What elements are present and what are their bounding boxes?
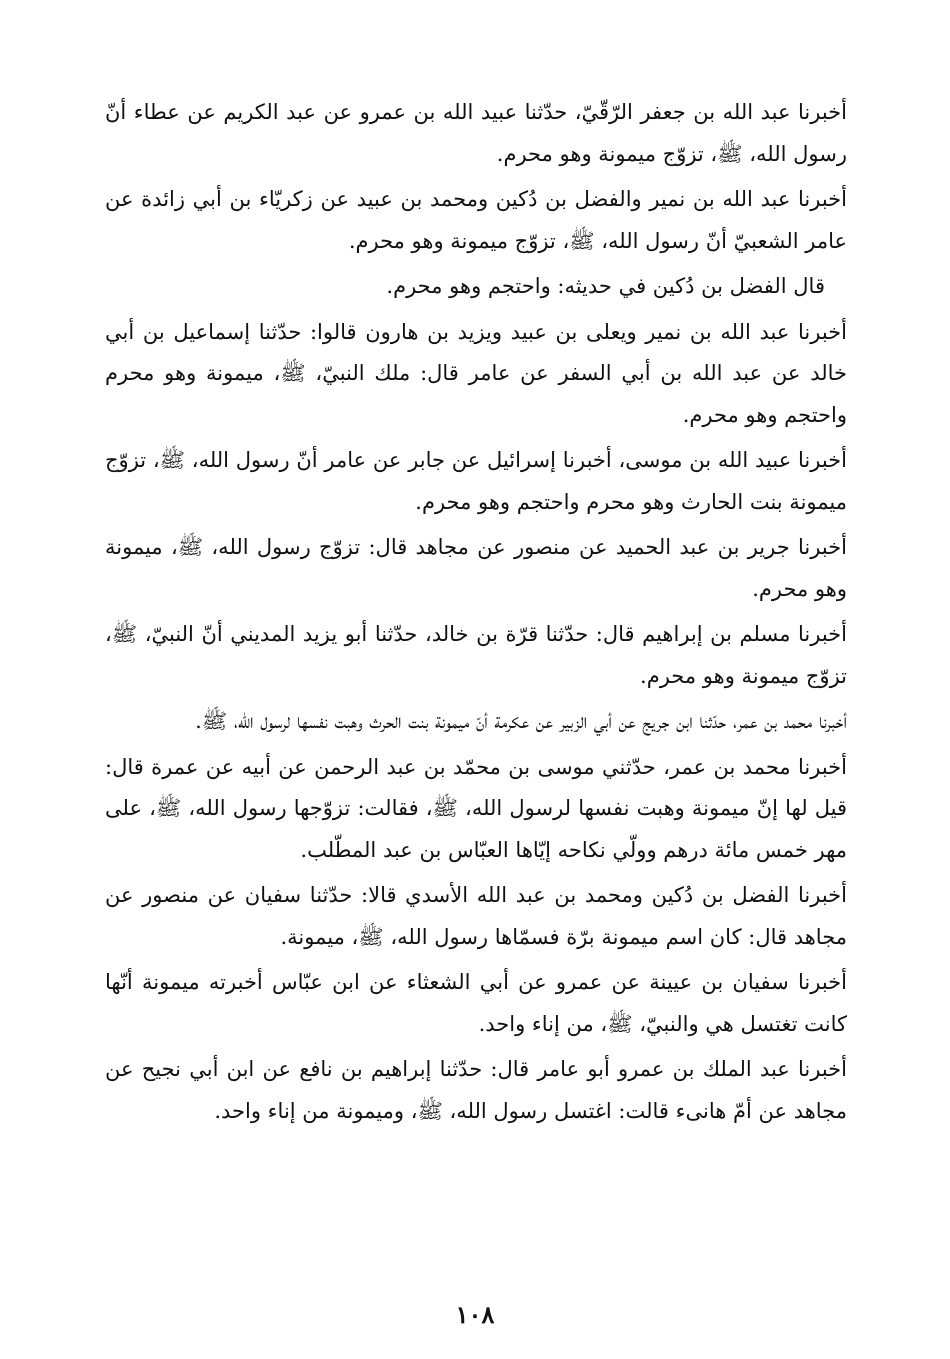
paragraph-1: أخبرنا عبد الله بن جعفر الرّقّيّ، حدّثنا عبيد الله بن عمرو عن عبد الكريم عن عطاء أنّ رسول الله، ﷺ، تزوّج ميمونة وهو محرم.	[105, 100, 847, 166]
paragraph-12: أخبرنا عبد الملك بن عمرو أبو عامر قال: حدّثنا إبراهيم بن نافع عن ابن أبي نجيح عن مجاهد عن أمّ هانىء قالت: اغتسل رسول الله، ﷺ، وميمونة من إناء واحد.	[105, 1057, 847, 1123]
paragraph-4: أخبرنا عبد الله بن نمير ويعلى بن عبيد ويزيد بن هارون قالوا: حدّثنا إسماعيل بن أبي خالد عن عبد الله بن أبي السفر عن عامر قال: ملك النبيّ، ﷺ، ميمونة وهو محرم واحتجم وهو محرم.	[105, 319, 847, 427]
paragraph-5: أخبرنا عبيد الله بن موسى، أخبرنا إسرائيل عن جابر عن عامر أنّ رسول الله، ﷺ، تزوّج ميمونة بنت الحارث وهو محرم واحتجم وهو محرم.	[105, 448, 847, 514]
paragraph-9: أخبرنا محمد بن عمر، حدّثني موسى بن محمّد بن عبد الرحمن عن أبيه عن عمرة قال: قيل لها إنّ ميمونة وهبت نفسها لرسول الله، ﷺ، فقالت: تزوّجها رسول الله، ﷺ، على مهر خمس مائة درهم وولّي نكاحه إيّاها العبّاس بن عبد المطّلب.	[105, 754, 847, 862]
paragraph-8: أخبرنا محمد بن عمر، حدّثنا ابن جريج عن أبي الزبير عن عكرمة أنّ ميمونة بنت الحرث وهبت نفسها لرسول الله، ﷺ.	[195, 709, 847, 733]
page-body	[105, 92, 847, 1132]
paragraph-2: أخبرنا عبد الله بن نمير والفضل بن دُكين ومحمد بن عبيد عن زكريّاء بن أبي زائدة عن عامر الشعبيّ أنّ رسول الله، ﷺ، تزوّج ميمونة وهو محرم.	[105, 187, 847, 253]
paragraph-7: أخبرنا مسلم بن إبراهيم قال: حدّثنا قرّة بن خالد، حدّثنا أبو يزيد المديني أنّ النبيّ، ﷺ، تزوّج ميمونة وهو محرم.	[105, 622, 847, 688]
paragraph-6: أخبرنا جرير بن عبد الحميد عن منصور عن مجاهد قال: تزوّج رسول الله، ﷺ، ميمونة وهو محرم.	[105, 535, 847, 601]
paragraph-10: أخبرنا الفضل بن دُكين ومحمد بن عبد الله الأسدي قالا: حدّثنا سفيان عن منصور عن مجاهد قال: كان اسم ميمونة برّة فسمّاها رسول الله، ﷺ، ميمونة.	[105, 883, 847, 949]
paragraph-11: أخبرنا سفيان بن عيينة عن عمرو عن أبي الشعثاء عن ابن عبّاس أخبرته ميمونة أنّها كانت تغتسل هي والنبيّ، ﷺ، من إناء واحد.	[105, 970, 847, 1036]
page-number: ١٠٨	[455, 1300, 495, 1329]
paragraph-3: قال الفضل بن دُكين في حديثه: واحتجم وهو محرم.	[386, 274, 825, 298]
